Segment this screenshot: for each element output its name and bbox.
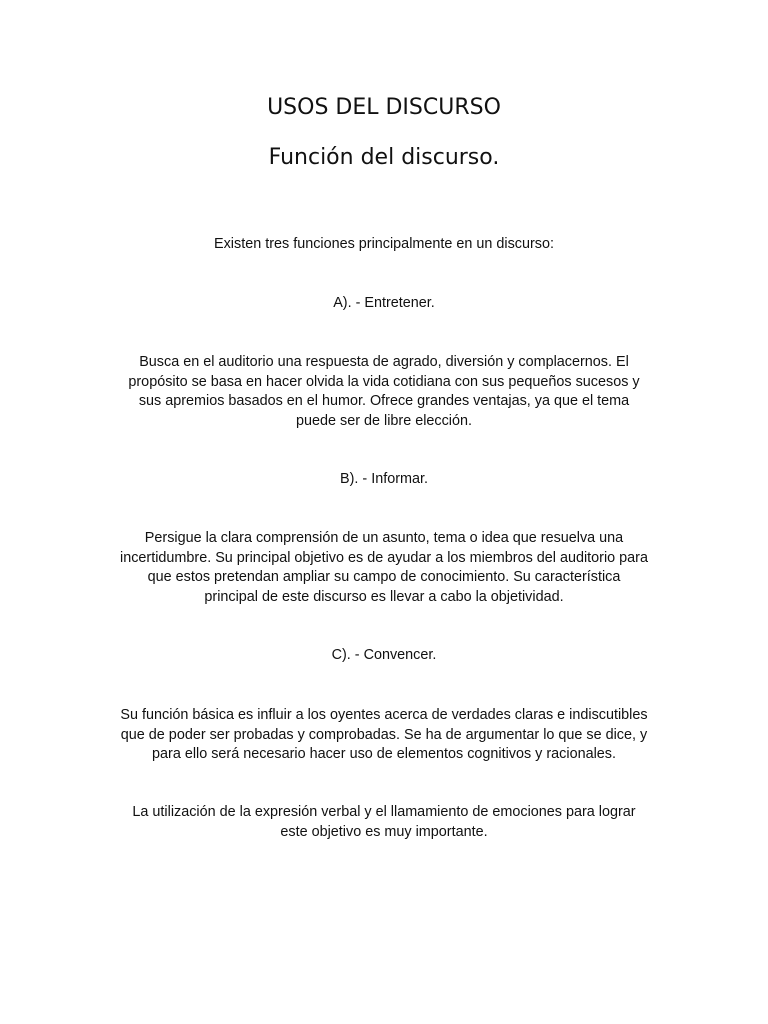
section-heading-entretener: A). - Entretener. bbox=[333, 295, 435, 311]
paragraph-line: Su función básica es influir a los oyentes acerca de verdades claras e indiscutibles bbox=[120, 707, 648, 723]
paragraph-line: que estos pretendan ampliar su campo de conocimiento. Su característica bbox=[147, 569, 621, 585]
paragraph-line: La utilización de la expresión verbal y el llamamiento de emociones para lograr bbox=[132, 804, 636, 820]
section-heading-convencer: C). - Convencer. bbox=[331, 647, 437, 663]
paragraph-line: incertidumbre. Su principal objetivo es de ayudar a los miembros del auditorio para bbox=[120, 549, 648, 566]
paragraph-line: propósito se basa en hacer olvida la vida cotidiana con sus pequeños sucesos y bbox=[128, 373, 640, 390]
paragraph-line: sus apremios basados en el humor. Ofrece grandes ventajas, ya que el tema bbox=[138, 393, 630, 409]
paragraph-line: puede ser de libre elección. bbox=[296, 412, 472, 429]
paragraph-line: que de poder ser probadas y comprobadas. Se ha de argumentar lo que se dice, y bbox=[120, 726, 648, 743]
paragraph-line: este objetivo es muy importante. bbox=[280, 823, 488, 840]
document-subtitle: Función del discurso. bbox=[268, 145, 500, 170]
intro-text: Existen tres funciones principalmente en un discurso: bbox=[214, 236, 554, 252]
paragraph-line: para ello será necesario hacer uso de elementos cognitivos y racionales. bbox=[152, 746, 616, 762]
section-paragraph-convencer bbox=[100, 706, 668, 765]
section-paragraph-entretener bbox=[100, 353, 668, 431]
document-title: USOS DEL DISCURSO bbox=[267, 95, 501, 120]
paragraph-line: principal de este discurso es llevar a cabo la objetividad. bbox=[204, 588, 564, 605]
paragraph-line: Busca en el auditorio una respuesta de agrado, diversión y complacernos. El bbox=[139, 354, 629, 370]
section-paragraph-informar bbox=[100, 529, 668, 607]
section-heading-informar: B). - Informar. bbox=[340, 471, 428, 487]
paragraph-line: Persigue la clara comprensión de un asunto, tema o idea que resuelva una bbox=[144, 530, 624, 546]
closing-paragraph bbox=[100, 803, 668, 842]
